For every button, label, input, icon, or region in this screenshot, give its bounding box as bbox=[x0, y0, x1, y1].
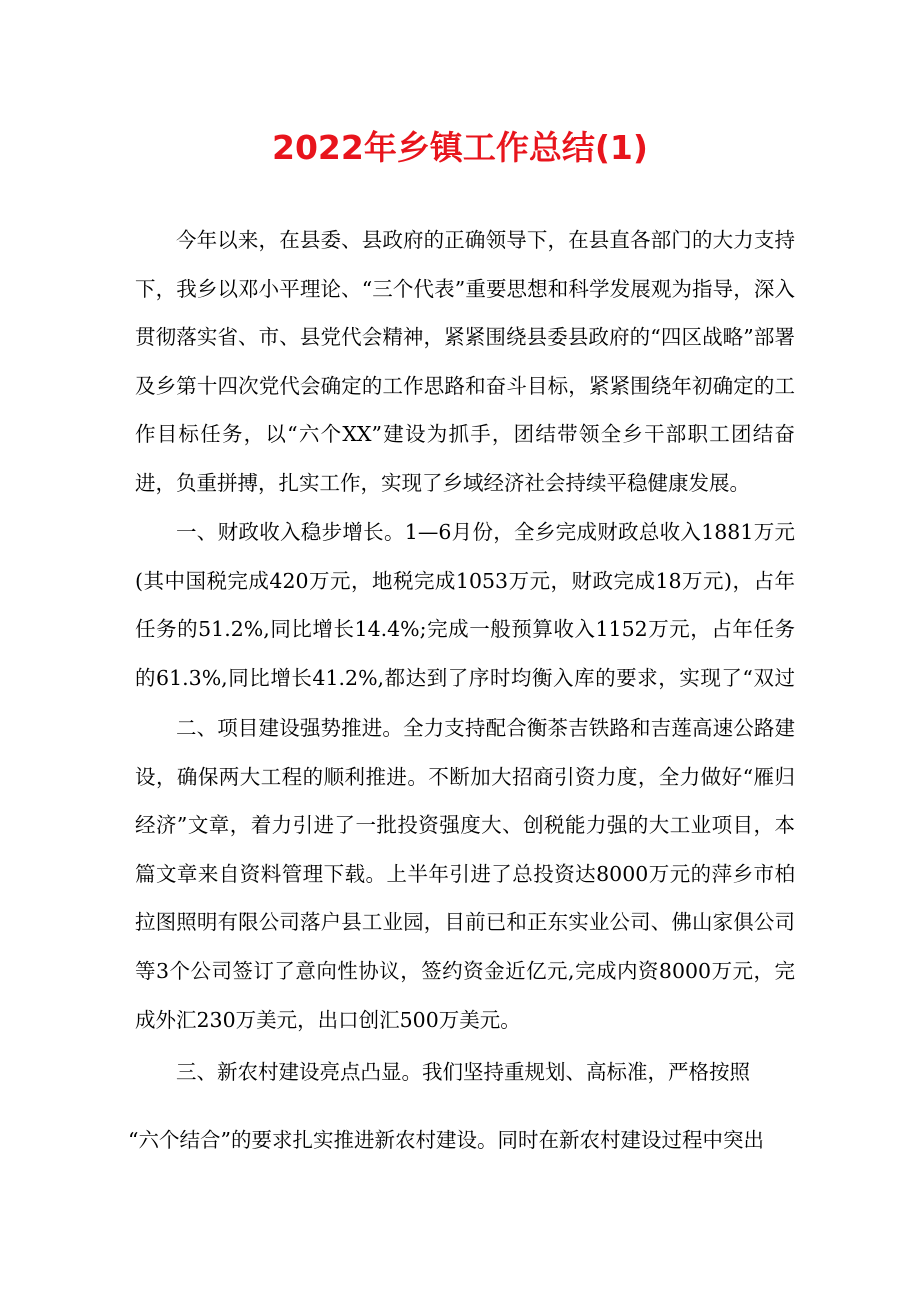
paragraph-intro: 今年以来，在县委、县政府的正确领导下，在县直各部门的大力支持下，我乡以邓小平理论、“三个代表”重要思想和科学发展观为指导，深入贯彻落实省、市、县党代会精神，紧紧围绕县委县政府的“四区战略”部署及乡第十四次党代会确定的工作思路和奋斗目标，紧紧围绕年初确定的工作目标任务，以“六个XX”建设为抓手，团结带领全乡干部职工团结奋进，负重拼搏，扎实工作，实现了乡域经济社会持续平稳健康发展。 bbox=[135, 228, 795, 495]
paragraph-new-countryside-line-2: “六个结合”的要求扎实推进新农村建设。同时在新农村建设过程中突出 bbox=[128, 1128, 764, 1152]
paragraph-project-construction: 二、项目建设强势推进。全力支持配合衡茶吉铁路和吉莲高速公路建设，确保两大工程的顺利推进。不断加大招商引资力度，全力做好“雁归经济”文章，着力引进了一批投资强度大、创税能力强的大工业项目，本篇文章来自资料管理下载。上半年引进了总投资达8000万元的萍乡市柏拉图照明有限公司落户县工业园，目前已和正东实业公司、佛山家俱公司等3个公司签订了意向性协议，签约资金近亿元,完成内资8000万元，完成外汇230万美元，出口创汇500万美元。 bbox=[135, 716, 795, 1032]
paragraph-new-countryside-line-1: 三、新农村建设亮点凸显。我们坚持重规划、高标准，严格按照 bbox=[176, 1060, 750, 1084]
paragraph-fiscal-revenue: 一、财政收入稳步增长。1—6月份，全乡完成财政总收入1881万元(其中国税完成420万元，地税完成1053万元，财政完成18万元)，占年任务的51.2%,同比增长14.4%;完成一般预算收入1152万元，占年任务的61.3%,同比增长41.2%,都达到了序时均衡入库的要求，实现了“双过 bbox=[135, 520, 795, 690]
document-title: 2022年乡镇工作总结(1) bbox=[272, 128, 648, 167]
